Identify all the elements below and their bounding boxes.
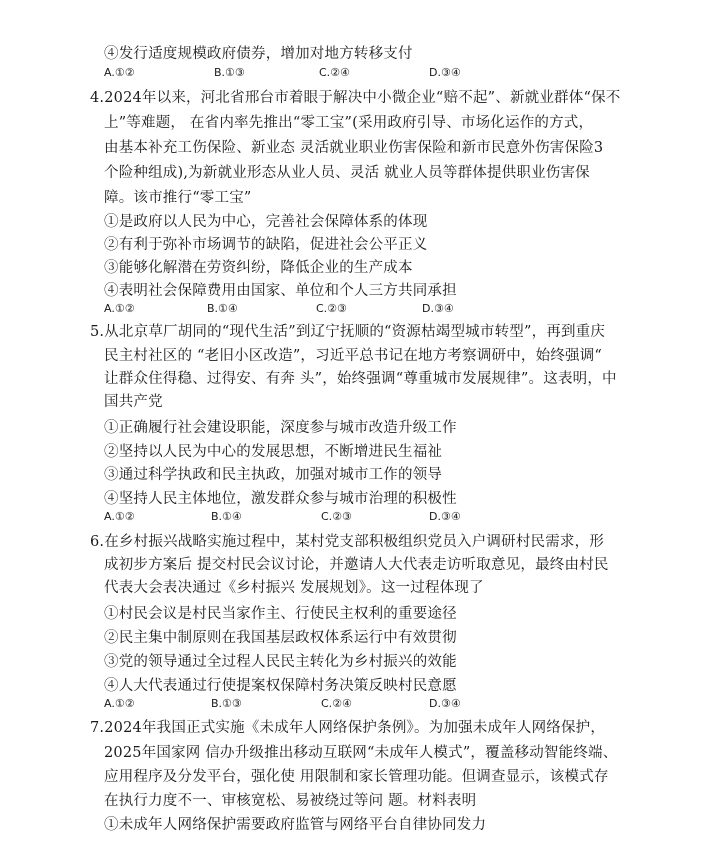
q4-option-b: B.①④ bbox=[207, 302, 238, 315]
q5-item-1: ①正确履行社会建设职能，深度参与城市改造升级工作 bbox=[104, 420, 457, 436]
q6-option-a: A.①② bbox=[104, 697, 135, 710]
q4-option-d: D.③④ bbox=[422, 302, 454, 315]
q4-option-a: A.①② bbox=[104, 302, 135, 315]
q5-option-c: C.②③ bbox=[321, 510, 352, 523]
q7-stem-line-3: 应用程序及分发平台，强化使 用限制和家长管理功能。但调查显示，该模式存 bbox=[104, 769, 609, 785]
q6-item-3: ③党的领导通过全过程人民民主转化为乡村振兴的效能 bbox=[104, 654, 457, 670]
q4-stem-line-2: 上”等难题， 在省内率先推出“零工宝”(采用政府引导、市场化运作的方式， bbox=[104, 115, 594, 131]
q6-item-4: ④人大代表通过行使提案权保障村务决策反映村民意愿 bbox=[104, 678, 457, 694]
q6-stem-line-1: 6.在乡村振兴战略实施过程中，某村党支部积极组织党员入户调研村民需求，形 bbox=[90, 534, 605, 550]
q4-stem-line-3: 由基本补充工伤保险、新业态 灵活就业职业伤害保险和新市民意外伤害保险3 bbox=[104, 140, 604, 156]
q5-item-3: ③通过科学执政和民主执政，加强对城市工作的领导 bbox=[104, 467, 443, 483]
q4-item-2: ②有利于弥补市场调节的缺陷，促进社会公平正义 bbox=[104, 237, 428, 253]
q4-item-3: ③能够化解潜在劳资纠纷，降低企业的生产成本 bbox=[104, 260, 413, 276]
q4-item-1: ①是政府以人民为中心，完善社会保障体系的体现 bbox=[104, 214, 428, 230]
q6-option-c: C.②④ bbox=[321, 697, 352, 710]
q5-stem-line-4: 国共产党 bbox=[104, 394, 163, 410]
q7-stem-line-4: 在执行力度不一、审核宽松、易被绕过等问 题。材料表明 bbox=[104, 793, 477, 809]
q5-item-2: ②坚持以人民为中心的发展思想，不断增进民生福祉 bbox=[104, 444, 443, 460]
q6-stem-line-2: 成初步方案后 提交村民会议讨论，并邀请人大代表走访听取意见，最终由村民 bbox=[104, 557, 609, 573]
q4-item-4: ④表明社会保障费用由国家、单位和个人三方共同承担 bbox=[104, 283, 457, 299]
q6-stem-line-3: 代表大会表决通过《乡村振兴 发展规划》。这一过程体现了 bbox=[104, 580, 484, 596]
q3-option-c: C.②④ bbox=[319, 66, 350, 79]
q4-option-c: C.②③ bbox=[316, 302, 347, 315]
q4-stem-line-1: 4.2024年以来，河北省邢台市着眼于解决中小微企业“赔不起”、新就业群体“保不 bbox=[90, 90, 621, 106]
q6-item-1: ①村民会议是村民当家作主、行使民主权利的重要途径 bbox=[104, 606, 457, 622]
q5-stem-line-2: 民主村社区的 “老旧小区改造”，习近平总书记在地方考察调研中，始终强调“ bbox=[104, 348, 603, 364]
q7-stem-line-2: 2025年国家网 信办升级推出移动互联网“未成年人模式”，覆盖移动智能终端、 bbox=[104, 745, 618, 761]
q7-item-1: ①未成年人网络保护需要政府监管与网络平台自律协同发力 bbox=[104, 817, 487, 833]
q6-option-b: B.①③ bbox=[211, 697, 242, 710]
q6-item-2: ②民主集中制原则在我国基层政权体系运行中有效贯彻 bbox=[104, 630, 457, 646]
q3-item-4: ④发行适度规模政府债券，增加对地方转移支付 bbox=[104, 46, 413, 62]
q3-option-b: B.①③ bbox=[214, 66, 245, 79]
q5-item-4: ④坚持人民主体地位，激发群众参与城市治理的积极性 bbox=[104, 491, 457, 507]
q3-option-a: A.①② bbox=[104, 66, 135, 79]
q3-option-d: D.③④ bbox=[429, 66, 461, 79]
q5-stem-line-1: 5.从北京草厂胡同的“现代生活”到辽宁抚顺的“资源枯竭型城市转型”，再到重庆 bbox=[90, 324, 606, 340]
q5-option-a: A.①② bbox=[104, 510, 135, 523]
q6-option-d: D.③④ bbox=[429, 697, 461, 710]
q5-option-d: D.③④ bbox=[429, 510, 461, 523]
q4-stem-line-5: 障。该市推行“零工宝” bbox=[104, 190, 252, 206]
q4-stem-line-4: 个险种组成),为新就业形态从业人员、灵活 就业人员等群体提供职业伤害保 bbox=[104, 165, 590, 181]
q7-stem-line-1: 7.2024年我国正式实施《未成年人网络保护条例》。为加强未成年人网络保护， bbox=[90, 720, 606, 736]
q5-stem-line-3: 让群众住得稳、过得安、有奔 头”，始终强调“尊重城市发展规律”。这表明，中 bbox=[104, 371, 617, 387]
q5-option-b: B.①④ bbox=[211, 510, 242, 523]
